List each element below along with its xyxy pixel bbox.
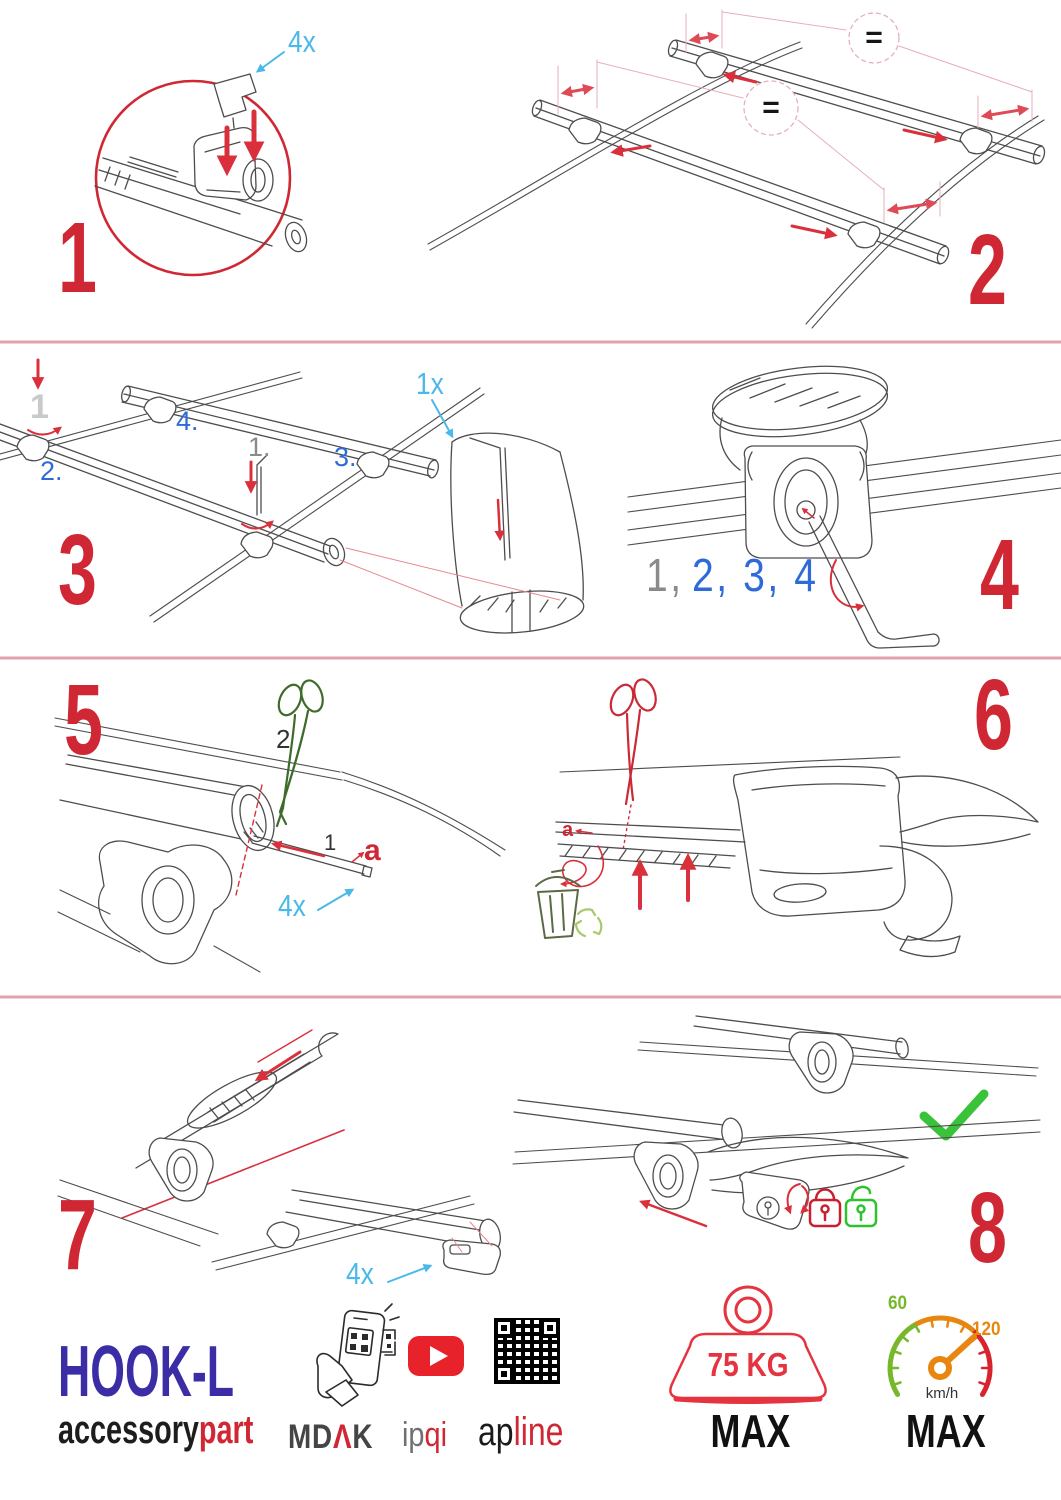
step7-qty-label: 4x (346, 1256, 374, 1291)
step4-sequence-todo: 2, 3, 4 (692, 549, 819, 601)
step2-equal-spacing-drawing (428, 10, 1047, 328)
qr-code-icon (494, 1318, 560, 1384)
weight-max-label: MAX (710, 1405, 791, 1457)
brand-red: part (198, 1408, 254, 1452)
mdak-md: MD (288, 1418, 334, 1456)
ipqi-logo (402, 1418, 447, 1452)
apline-red: line (513, 1410, 564, 1454)
step7-endcap-drawing (58, 1030, 503, 1282)
step1-number: 1 (58, 202, 97, 314)
step4-sequence-done: 1, (646, 549, 684, 601)
step6-trim-discard-drawing (536, 677, 1038, 957)
mdak-k: K (352, 1418, 374, 1456)
hex-key-icon (257, 456, 266, 515)
ipqi-red: qi (424, 1416, 447, 1454)
phone-scan-icon (317, 1304, 399, 1406)
rotate-arc-icon (831, 560, 862, 607)
step3-number: 3 (58, 514, 97, 626)
step5-cut-label: 2 (276, 724, 291, 754)
step7-number: 7 (58, 1179, 97, 1291)
qty-pointer-arrow-icon (388, 1266, 430, 1282)
mdak-logo (288, 1420, 373, 1454)
rotate-arc-icon (28, 428, 60, 435)
step2-number: 2 (968, 214, 1007, 326)
step4-number: 4 (980, 519, 1019, 631)
lock-closed-icon (810, 1190, 840, 1227)
step6-dim-label: a (562, 819, 574, 841)
step5-cut-strip-drawing (55, 678, 505, 972)
apline-logo (478, 1412, 563, 1452)
speed-low-label: 60 (888, 1293, 908, 1314)
step5-dim-label: a (364, 834, 381, 867)
step3-sub2-label: 2. (40, 456, 63, 486)
lock-open-icon (846, 1187, 876, 1226)
step5-insert-label: 1 (324, 830, 337, 855)
step3-sub4-label: 4. (176, 406, 199, 436)
qty-pointer-arrow-icon (258, 52, 284, 71)
step8-lock-drawing (513, 1016, 1040, 1229)
equal-sign: = (762, 91, 780, 124)
brand-logo (58, 1410, 253, 1450)
speed-max-label: MAX (905, 1405, 986, 1457)
qr-finder (494, 1318, 514, 1338)
youtube-icon (408, 1336, 464, 1376)
step5-number: 5 (64, 664, 103, 776)
step3-sub1-label: 1. (248, 432, 271, 462)
weight-icon (670, 1287, 825, 1402)
step3-ghost-label: 1 (30, 388, 49, 426)
speed-high-label: 120 (972, 1319, 1001, 1340)
apline-black: ap (478, 1410, 514, 1454)
product-logo: HOOK-L (58, 1332, 235, 1412)
weight-value: 75 KG (707, 1346, 789, 1383)
recycle-icon (576, 909, 601, 936)
magnified-tube-icon (451, 433, 586, 638)
step6-number: 6 (974, 659, 1013, 771)
step1-qty-label: 4x (288, 24, 316, 59)
step3-sub3-label: 3. (334, 442, 357, 472)
step5-qty-label: 4x (278, 888, 306, 923)
equal-sign: = (865, 21, 883, 54)
mdak-lambda: Λ (333, 1418, 353, 1456)
step1-clamp-insert-drawing (95, 52, 310, 275)
check-icon (924, 1094, 984, 1136)
ipqi-gray: ip (402, 1416, 425, 1454)
qty-pointer-arrow-icon (318, 890, 352, 910)
scissors-red-icon (606, 677, 659, 804)
qr-finder (494, 1364, 514, 1384)
brand-black: accessory (58, 1408, 199, 1452)
trash-bin-icon (536, 870, 580, 938)
step3-qty-label: 1x (416, 366, 444, 401)
qr-finder (540, 1318, 560, 1338)
speed-unit-label: km/h (925, 1385, 959, 1402)
step8-number: 8 (968, 1172, 1007, 1284)
push-up-arrows-icon (640, 858, 688, 908)
insert-arrow-icon (274, 844, 324, 856)
